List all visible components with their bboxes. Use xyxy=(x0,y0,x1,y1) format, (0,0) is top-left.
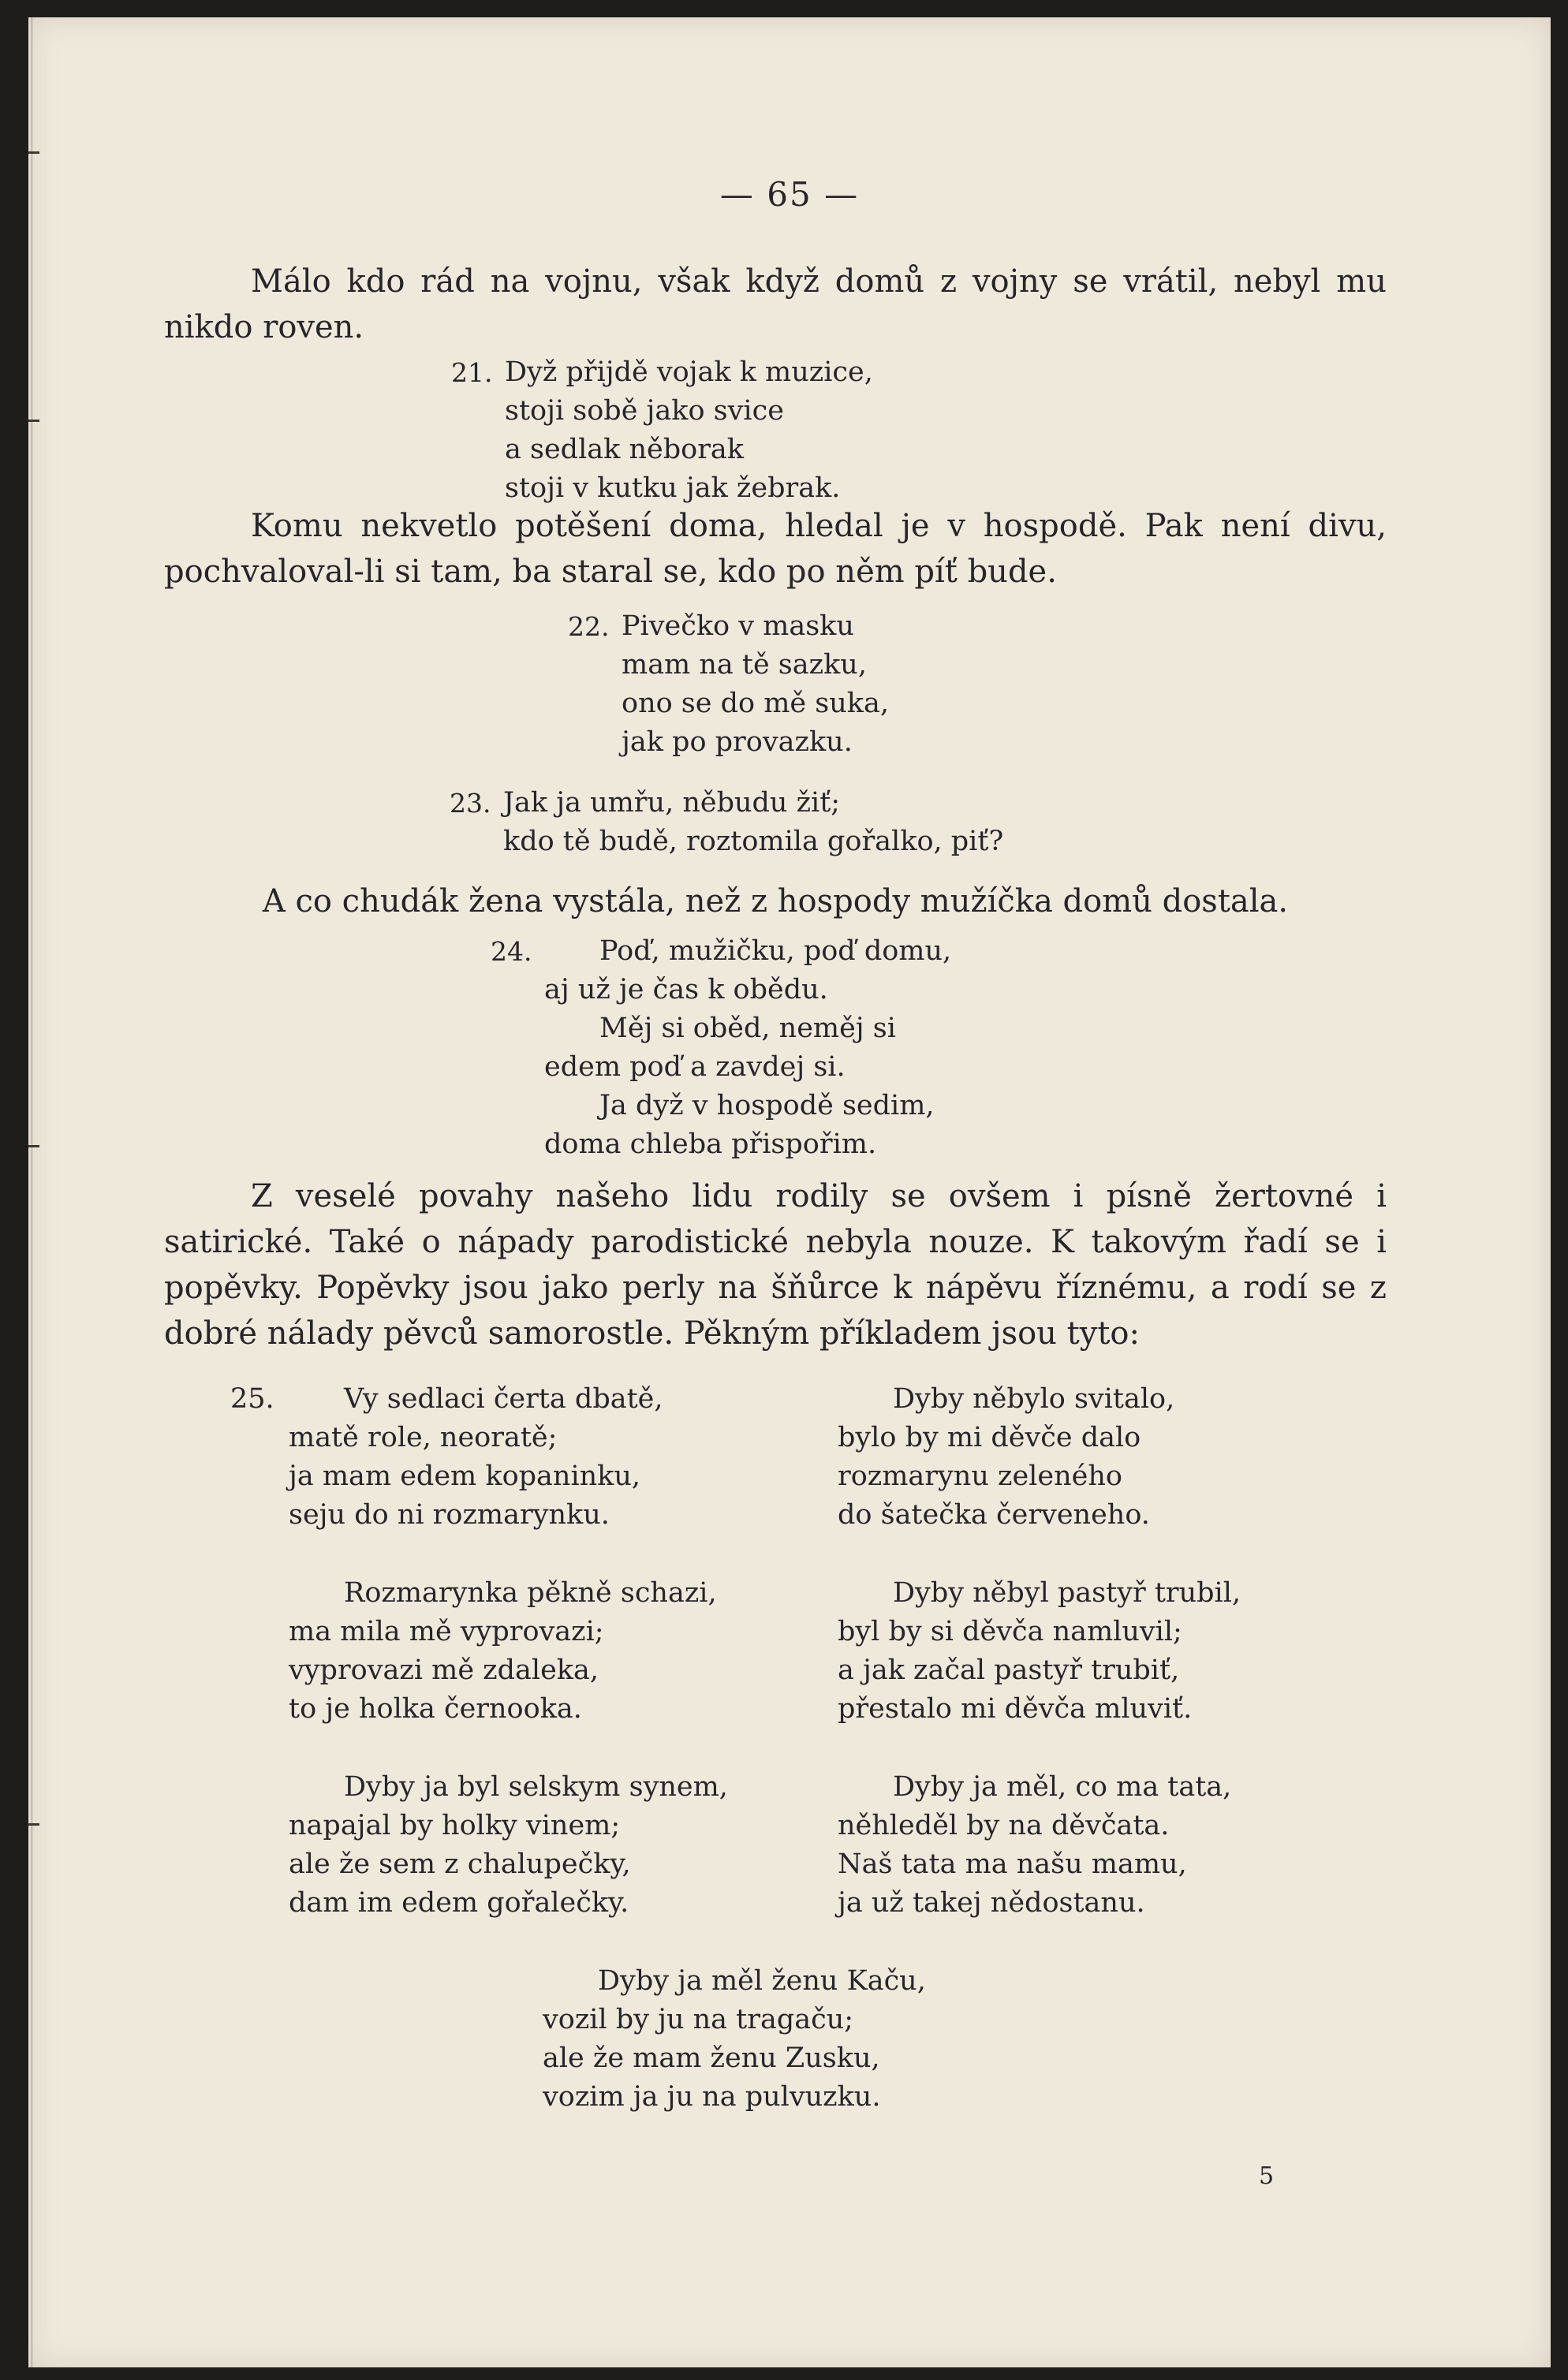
verse-line: dam im edem gořalečky. xyxy=(289,1887,629,1919)
verse-line: Dyby něbylo svitalo, xyxy=(893,1383,1175,1415)
verse-line: stoji v kutku jak žebrak. xyxy=(505,472,841,504)
verse-line: Vy sedlaci čerta dbatě, xyxy=(344,1383,663,1415)
stanza-right-3 xyxy=(838,1768,1231,1923)
verse-line: ale že mam ženu Zusku, xyxy=(543,2042,880,2074)
song-number: 24. xyxy=(491,936,532,967)
verse-line: Dyby ja měl, co ma tata, xyxy=(893,1771,1232,1803)
verse-line: Ja dyž v hospodě sedim, xyxy=(599,1090,935,1121)
paragraph: Komu nekvetlo potěšení doma, hledal je v hospodě. Pak není divu, pochvaloval-li si tam, ba staral se, kdo po něm píť bude. xyxy=(164,508,1387,590)
stanza-final xyxy=(543,1962,926,2117)
verse-line: kdo tě budě, roztomila gořalko, piť? xyxy=(503,826,1004,857)
paragraph: A co chudák žena vystála, než z hospody mužíčka domů dostala. xyxy=(262,883,1289,920)
song-number: 23. xyxy=(450,788,491,819)
verse-line: ja už takej nědostanu. xyxy=(838,1887,1145,1919)
paragraph: Málo kdo rád na vojnu, však když domů z vojny se vrátil, nebyl mu nikdo roven. xyxy=(164,263,1387,345)
stanza-right-2 xyxy=(838,1574,1241,1729)
verse-line: seju do ni rozmarynku. xyxy=(289,1499,610,1531)
song-23 xyxy=(450,784,1004,861)
verse-line: edem poď a zavdej si. xyxy=(544,1051,846,1083)
song-22 xyxy=(568,607,889,762)
verse-line: Dyby něbyl pastyř trubil, xyxy=(893,1577,1241,1609)
song-24 xyxy=(491,932,952,1164)
signature-mark: 5 xyxy=(1259,2162,1275,2190)
verse-line: ono se do mě suka, xyxy=(622,688,889,719)
verse-line: Dyby ja měl ženu Kaču, xyxy=(598,1965,926,1997)
verse-line: vyprovazi mě zdaleka, xyxy=(289,1654,599,1686)
verse-line: doma chleba přispořim. xyxy=(544,1128,877,1160)
verse-line: napajal by holky vinem; xyxy=(289,1810,621,1841)
verse-line: ja mam edem kopaninku, xyxy=(289,1460,641,1492)
verse-line: to je holka černooka. xyxy=(289,1693,582,1725)
verse-line: Měj si oběd, neměj si xyxy=(599,1013,896,1044)
verse-line: byl by si děvča namluvil; xyxy=(838,1616,1182,1647)
verse-line: Naš tata ma našu mamu, xyxy=(838,1848,1187,1880)
verse-line: ale že sem z chalupečky, xyxy=(289,1848,631,1880)
verse-line: Dyby ja byl selskym synem, xyxy=(344,1771,728,1803)
verse-line: něhleděl by na děvčata. xyxy=(838,1810,1170,1841)
stanza-left-2 xyxy=(289,1574,717,1729)
verse-line: rozmarynu zeleného xyxy=(838,1460,1122,1492)
page-content xyxy=(28,17,1551,2367)
verse-line: Dyž přijdě vojak k muzice, xyxy=(505,356,873,388)
verse-line: ma mila mě vyprovazi; xyxy=(289,1616,604,1647)
song-21 xyxy=(451,353,873,508)
stanza-right-1 xyxy=(838,1380,1174,1535)
stanza-left-3 xyxy=(289,1768,728,1923)
stanza-left-1 xyxy=(289,1380,663,1535)
verse-line: jak po provazku. xyxy=(622,726,853,758)
verse-line: Poď, mužičku, poď domu, xyxy=(599,935,952,967)
verse-line: bylo by mi děvče dalo xyxy=(838,1422,1141,1453)
verse-line: matě role, neoratě; xyxy=(289,1422,558,1453)
verse-line: mam na tě sazku, xyxy=(622,649,867,681)
verse-line: do šatečka červeneho. xyxy=(838,1499,1150,1531)
verse-line: Pivečko v masku xyxy=(622,610,854,642)
verse-line: vozil by ju na tragaču; xyxy=(543,2004,854,2035)
song-number: 22. xyxy=(568,611,610,642)
verse-line: stoji sobě jako svice xyxy=(505,395,784,427)
song-number: 21. xyxy=(451,357,493,388)
verse-line: a sedlak něborak xyxy=(505,434,745,465)
scanned-page xyxy=(28,17,1551,2367)
verse-line: vozim ja ju na pulvuzku. xyxy=(543,2081,881,2113)
page-number: — 65 — xyxy=(719,175,860,214)
verse-line: Jak ja umřu, něbudu žiť; xyxy=(503,787,841,819)
song-number: 25. xyxy=(230,1383,274,1415)
verse-line: aj už je čas k obědu. xyxy=(544,974,828,1005)
verse-line: Rozmarynka pěkně schazi, xyxy=(344,1577,717,1609)
verse-line: přestalo mi děvča mluviť. xyxy=(838,1693,1193,1725)
verse-line: a jak začal pastyř trubiť, xyxy=(838,1654,1180,1686)
paragraph: Z veselé povahy našeho lidu rodily se ovšem i písně žertovné i satirické. Také o nápady parodistické nebyla nouze. K takovým řadí se i popěvky. Popěvky jsou jako perly na šňůrce k nápěvu říznému, a rodí se z dobré nálady pěvců samorostle. Pěkným příkladem jsou tyto: xyxy=(164,1178,1387,1352)
